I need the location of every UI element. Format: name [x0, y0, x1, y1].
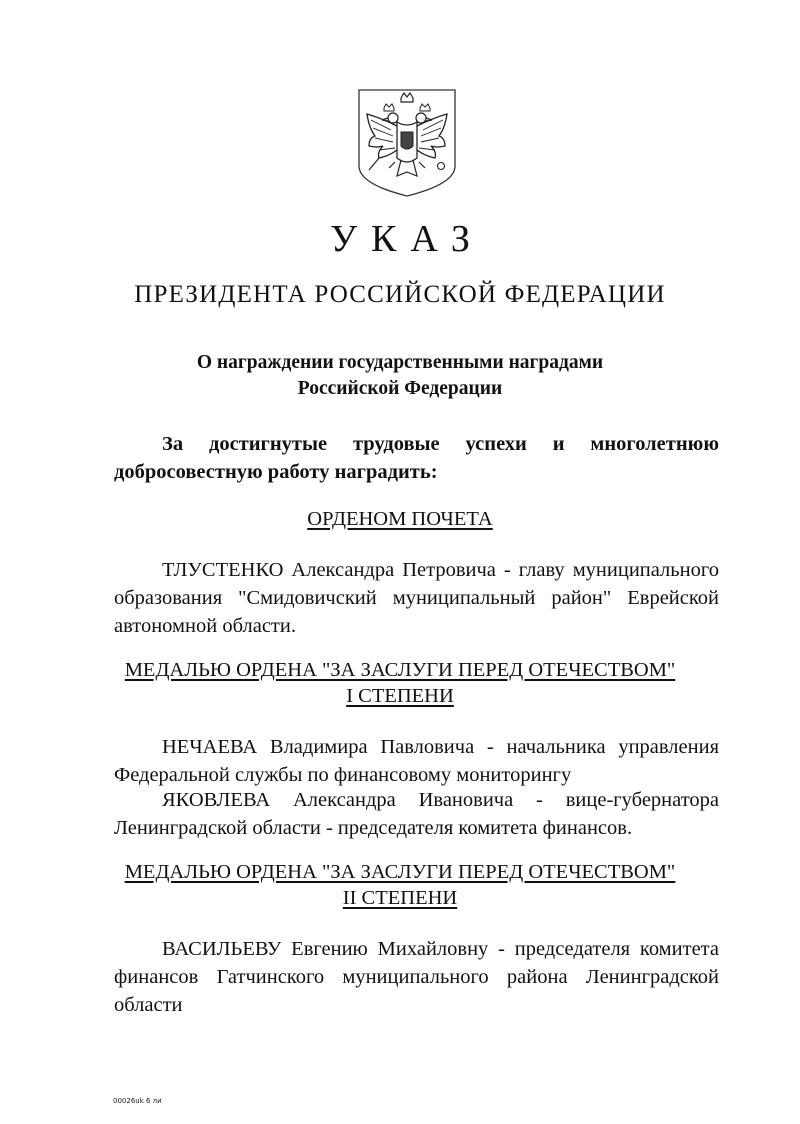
double-headed-eagle-icon — [357, 88, 457, 198]
award-entry-vasilyeva: ВАСИЛЬЕВУ Евгению Михайловну - председателя комитета финансов Гатчинского муниципального района Ленинградской области — [114, 938, 719, 1016]
section-heading-medal-first-degree — [0, 657, 800, 709]
section-heading-line-1: МЕДАЛЬЮ ОРДЕНА "ЗА ЗАСЛУГИ ПЕРЕД ОТЕЧЕСТВОМ" — [124, 861, 676, 883]
preamble: За достигнутые трудовые успехи и многолетнюю добросовестную работу наградить: — [114, 433, 719, 483]
section-heading-order-of-honour — [0, 506, 800, 532]
section-heading-line-1: ОРДЕНОМ ПОЧЕТА — [307, 508, 493, 530]
award-entry-tlustenko: ТЛУСТЕНКО Александра Петровича - главу муниципального образования "Смидовичский муниципальный район" Еврейской автономной области. — [114, 559, 719, 637]
section-heading-line-2: II СТЕПЕНИ — [342, 887, 458, 909]
footer-document-code: 00026uk 6 ли — [113, 1097, 162, 1105]
decree-subject — [0, 350, 800, 402]
section-heading-line-2: I СТЕПЕНИ — [346, 685, 454, 707]
document-subtitle: ПРЕЗИДЕНТА РОССИЙСКОЙ ФЕДЕРАЦИИ — [134, 281, 666, 308]
award-entry-nechaev: НЕЧАЕВА Владимира Павловича - начальника управления Федеральной службы по финансовому мониторингу — [114, 736, 719, 786]
section-heading-line-1: МЕДАЛЬЮ ОРДЕНА "ЗА ЗАСЛУГИ ПЕРЕД ОТЕЧЕСТВОМ" — [124, 659, 676, 681]
section-heading-medal-second-degree — [0, 859, 800, 911]
decree-subject-line-1: О награждении государственными наградами — [196, 352, 604, 373]
coat-of-arms-emblem — [357, 88, 457, 198]
document-title: УКАЗ — [330, 218, 484, 260]
award-entry-yakovlev: ЯКОВЛЕВА Александра Ивановича - вице-губернатора Ленинградской области - председателя комитета финансов. — [114, 789, 719, 839]
decree-subject-line-2: Российской Федерации — [297, 378, 503, 399]
